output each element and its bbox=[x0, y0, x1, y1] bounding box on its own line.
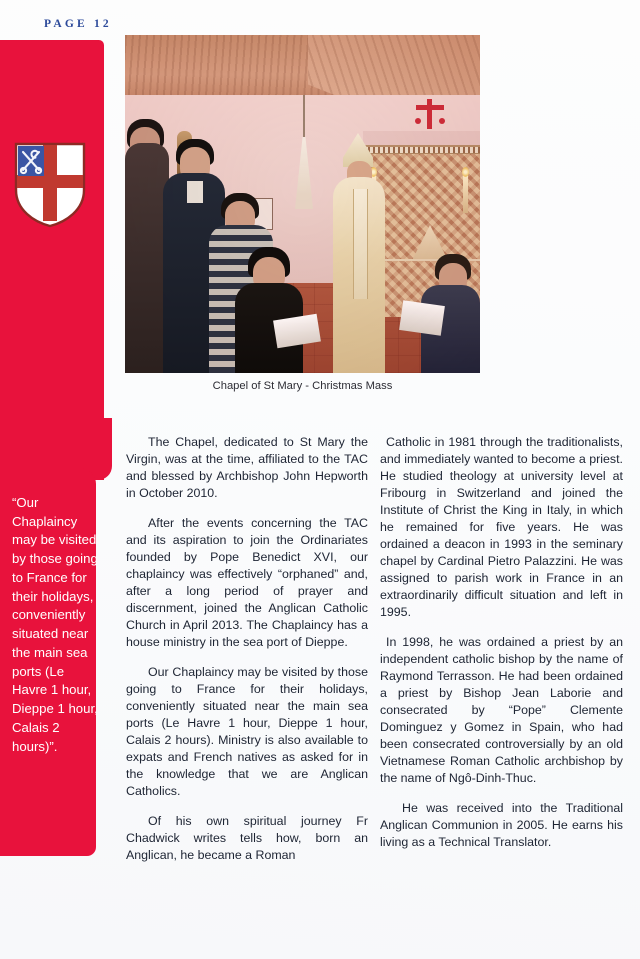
paragraph: Catholic in 1981 through the traditionalists, and immediately wanted to become a priest. He studied theology at university level at Fribourg in Switzerland and joined the Institute of Christ the King in Italy, in which he remained for five years. He was ordained a deacon in 1993 in the seminary chapel by Cardinal Pietro Palazzini. He was assigned to parish work in France in an extraordinarily difficult situation and left in 1995. bbox=[380, 435, 623, 619]
paragraph: Our Chaplaincy may be visited by those going to France for their holidays, conveniently situated near the main sea ports (Le Havre 1 hour, Dieppe 1 hour, Calais 2 hours). Ministry is also available to expats and French natives as asked for in the knowledge that we are Anglican Catholics. bbox=[126, 664, 368, 798]
pull-quote: “Our Chaplaincy may be visited by those going to France for their holidays, conveniently situated near the main sea ports (Le Havre 1 hour, Dieppe 1 hour, Calais 2 hours)”. bbox=[12, 495, 102, 754]
chapel-photograph bbox=[125, 35, 480, 373]
page-number-header: PAGE 12 bbox=[44, 18, 112, 30]
red-banner-upper bbox=[0, 40, 104, 480]
article-column-left bbox=[126, 434, 368, 877]
photo-content bbox=[125, 35, 480, 373]
anglican-catholic-shield-icon bbox=[14, 142, 86, 228]
paragraph: Of his own spiritual journey Fr Chadwick writes tells how, born an Anglican, he became a Roman bbox=[126, 813, 368, 862]
red-banner-notch bbox=[96, 418, 112, 480]
photo-caption: Chapel of St Mary - Christmas Mass bbox=[212, 380, 393, 392]
paragraph: The Chapel, dedicated to St Mary the Virgin, was at the time, affiliated to the TAC and blessed by Archbishop John Hepworth in October 2010. bbox=[126, 435, 368, 500]
article-column-right bbox=[380, 434, 623, 864]
paragraph: He was received into the Traditional Anglican Communion in 2005. He earns his living as a Technical Translator. bbox=[380, 800, 623, 849]
paragraph: In 1998, he was ordained a priest by an independent catholic bishop by the name of Raymond Terrasson. He had been ordained a priest by Bishop Jean Laborie and consecrated by “Pope” Clemente Dominguez y Gomez in Spain, who had been consecrated controversially by an old Vietnamese Roman Catholic archbishop by the name of Ngô-Dinh-Thuc. bbox=[380, 634, 623, 785]
paragraph: After the events concerning the TAC and its aspiration to join the Ordinariates founded by Pope Benedict XVI, our chaplaincy was effectively “orphaned” and, after a long period of prayer and discernment, joined the Anglican Catholic Church in April 2013. The Chaplaincy has a house ministry in the sea port of Dieppe. bbox=[126, 515, 368, 649]
